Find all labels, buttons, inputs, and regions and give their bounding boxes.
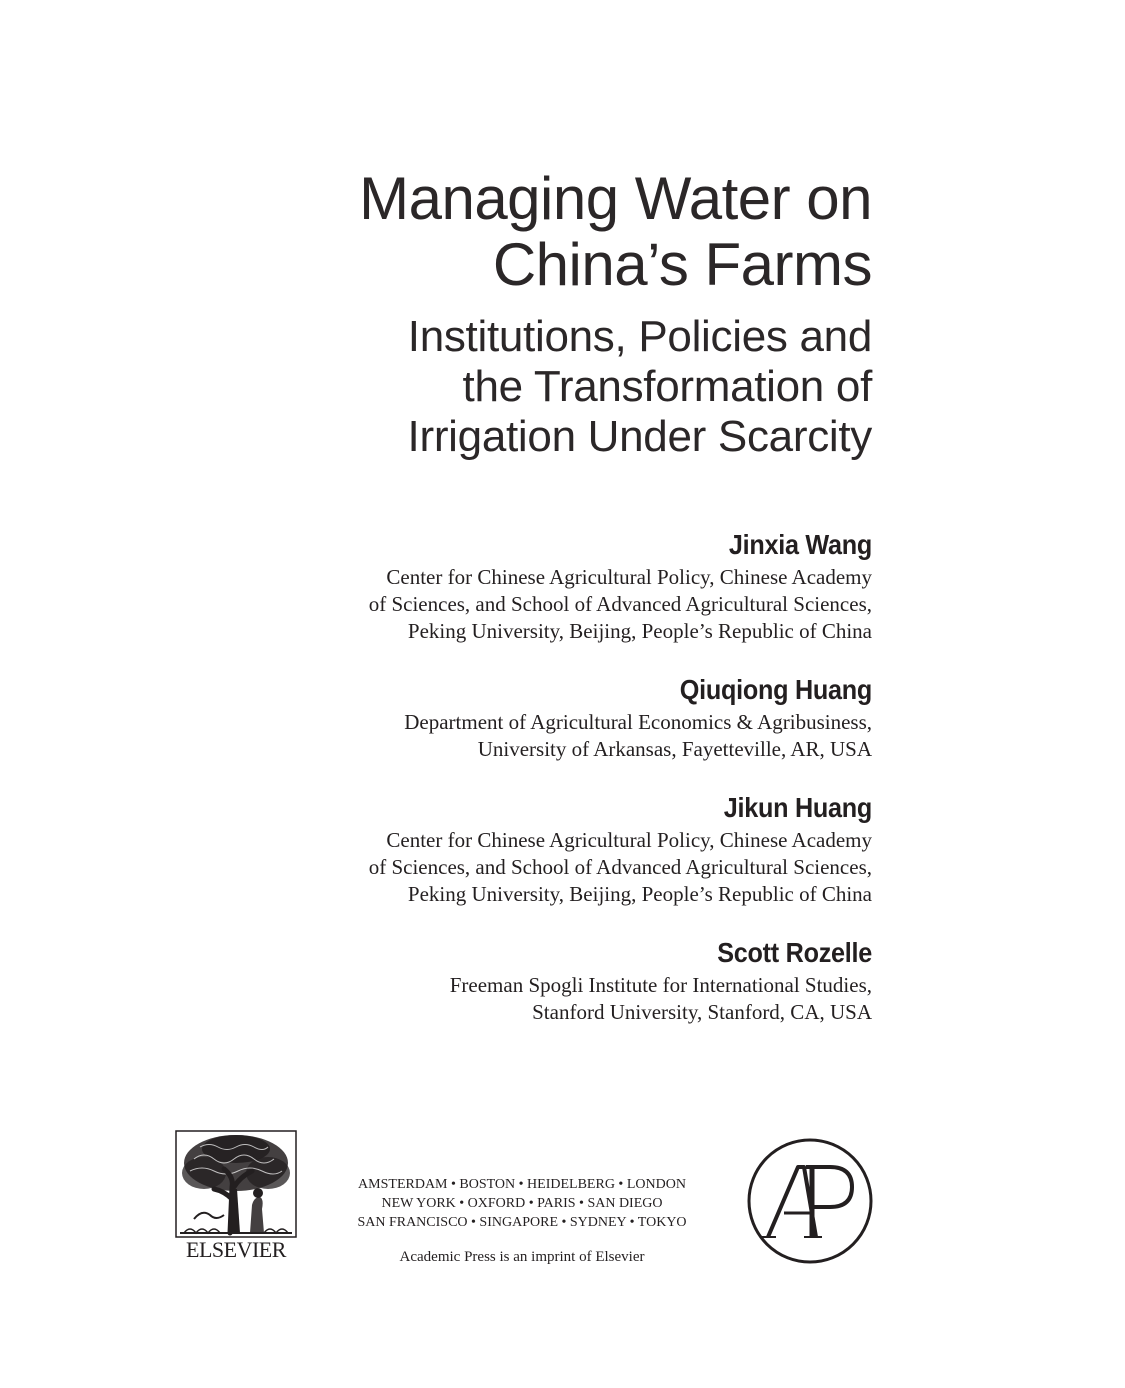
author-entry: [172, 671, 872, 763]
author-entry: [172, 934, 872, 1026]
author-affiliation-line: Center for Chinese Agricultural Policy, Chinese Academy: [386, 828, 872, 852]
book-title-line-1: Managing Water on: [359, 165, 872, 232]
academic-press-logo-icon: [746, 1137, 874, 1265]
elsevier-wordmark: ELSEVIER: [186, 1237, 286, 1262]
author-affiliation-line: of Sciences, and School of Advanced Agricultural Sciences,: [368, 855, 872, 879]
author-name: Scott Rozelle: [717, 937, 872, 968]
publisher-cities: [330, 1175, 714, 1232]
author-name: Jikun Huang: [723, 792, 872, 823]
cities-line: SAN FRANCISCO • SINGAPORE • SYDNEY • TOKYO: [357, 1215, 687, 1230]
subtitle: [252, 312, 872, 462]
publisher-footer: [0, 1125, 1125, 1275]
author-affiliation-line: Center for Chinese Agricultural Policy, Chinese Academy: [386, 565, 872, 589]
author-affiliation-line: Peking University, Beijing, People’s Republic of China: [407, 619, 872, 643]
author-affiliation-line: Peking University, Beijing, People’s Republic of China: [407, 882, 872, 906]
subtitle-line-2: the Transformation of: [462, 362, 872, 411]
book-title-line-2: China’s Farms: [492, 231, 872, 298]
subtitle-line-3: Irrigation Under Scarcity: [407, 412, 872, 461]
author-affiliation-line: University of Arkansas, Fayetteville, AR, USA: [477, 737, 872, 761]
cities-line: NEW YORK • OXFORD • PARIS • SAN DIEGO: [381, 1196, 663, 1211]
author-entry: [172, 789, 872, 908]
author-affiliation-line: Freeman Spogli Institute for International Studies,: [449, 973, 872, 997]
author-name: Qiuqiong Huang: [679, 674, 872, 705]
author-affiliation-line: Stanford University, Stanford, CA, USA: [532, 1000, 872, 1024]
subtitle-line-1: Institutions, Policies and: [407, 312, 872, 361]
cities-line: AMSTERDAM • BOSTON • HEIDELBERG • LONDON: [358, 1177, 686, 1192]
author-affiliation-line: of Sciences, and School of Advanced Agricultural Sciences,: [368, 592, 872, 616]
imprint-note: Academic Press is an imprint of Elsevier: [399, 1249, 645, 1265]
author-name: Jinxia Wang: [728, 529, 872, 560]
author-entry: [172, 526, 872, 645]
title-block: [252, 166, 872, 462]
author-list: [172, 526, 872, 1052]
author-affiliation-line: Department of Agricultural Economics & Agribusiness,: [404, 710, 872, 734]
